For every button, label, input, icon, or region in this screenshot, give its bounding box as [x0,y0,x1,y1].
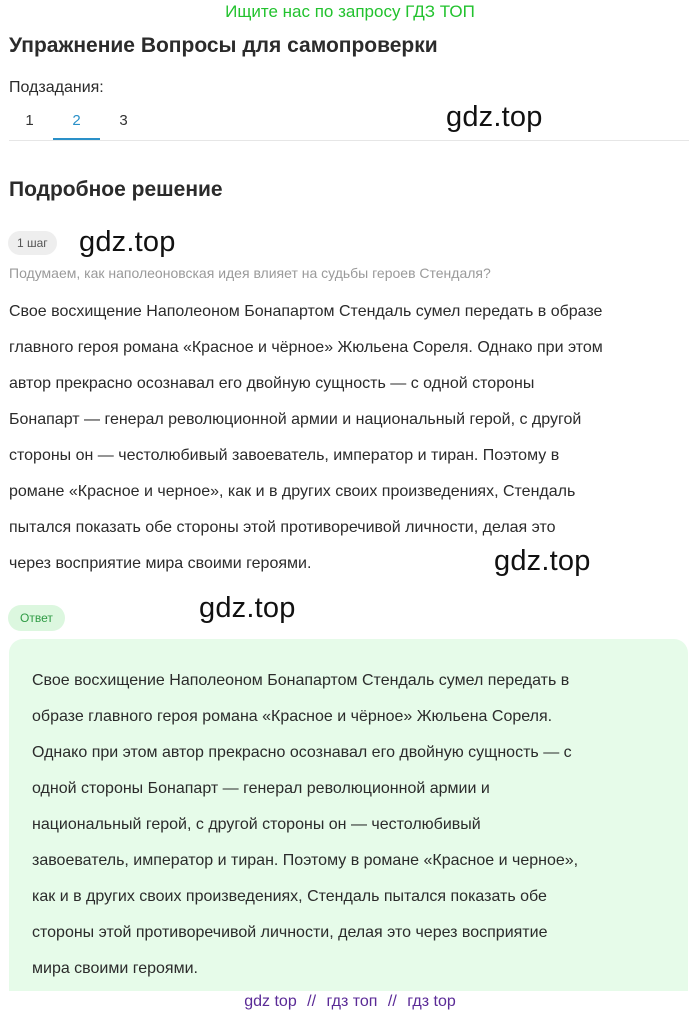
watermark: gdz.top [446,101,543,133]
answer-line: стороны этой противоречивой личности, делая это через восприятие [32,924,548,941]
footer-link[interactable]: gdz top [244,993,297,1010]
step-hint: Подумаем, как наполеоновская идея влияет на судьбы героев Стендаля? [9,265,491,281]
footer-separator: // [387,993,397,1010]
answer-text [32,663,672,987]
solution-line: Бонапарт — генерал революционной армии и национальный герой, с другой [9,411,582,428]
answer-line: мира своими героями. [32,960,198,977]
solution-text [9,294,689,582]
watermark: gdz.top [494,545,591,577]
footer-separator: // [307,993,317,1010]
tab-subtask-1[interactable]: 1 [25,112,34,129]
answer-line: Свое восхищение Наполеоном Бонапартом Стендаль сумел передать в [32,672,570,689]
solution-line: через восприятие мира своими героями. [9,555,312,572]
solution-line: главного героя романа «Красное и чёрное» Жюльена Сореля. Однако при этом [9,339,603,356]
footer-link[interactable]: гдз топ [326,993,378,1010]
step-badge: 1 шаг [8,231,57,255]
watermark: gdz.top [79,226,176,258]
tab-subtask-2[interactable]: 2 [53,108,100,141]
tabs-divider [9,140,689,141]
watermark: gdz.top [199,592,296,624]
search-banner: Ищите нас по запросу ГДЗ ТОП [225,2,475,21]
answer-line: как и в других своих произведениях, Стендаль пытался показать обе [32,888,547,905]
tab-subtask-3[interactable]: 3 [119,112,128,129]
exercise-title: Упражнение Вопросы для самопроверки [9,34,438,57]
solution-line: романе «Красное и черное», как и в других своих произведениях, Стендаль [9,483,576,500]
solution-title: Подробное решение [9,178,223,201]
footer-links [0,993,700,1011]
solution-line: пытался показать обе стороны этой противоречивой личности, делая это [9,519,556,536]
subtask-tabs [6,108,147,142]
solution-line: автор прекрасно осознавал его двойную сущность — с одной стороны [9,375,535,392]
answer-line: национальный герой, с другой стороны он — честолюбивый [32,816,481,833]
solution-line: Свое восхищение Наполеоном Бонапартом Стендаль сумел передать в образе [9,303,603,320]
answer-line: образе главного героя романа «Красное и чёрное» Жюльена Сореля. [32,708,553,725]
footer-link[interactable]: гдз top [407,993,456,1010]
answer-line: одной стороны Бонапарт — генерал революционной армии и [32,780,490,797]
answer-line: завоеватель, император и тиран. Поэтому в романе «Красное и черное», [32,852,579,869]
answer-badge: Ответ [8,605,65,631]
answer-line: Однако при этом автор прекрасно осознавал его двойную сущность — с [32,744,572,761]
subtasks-label: Подзадания: [9,79,104,96]
solution-line: стороны он — честолюбивый завоеватель, император и тиран. Поэтому в [9,447,560,464]
